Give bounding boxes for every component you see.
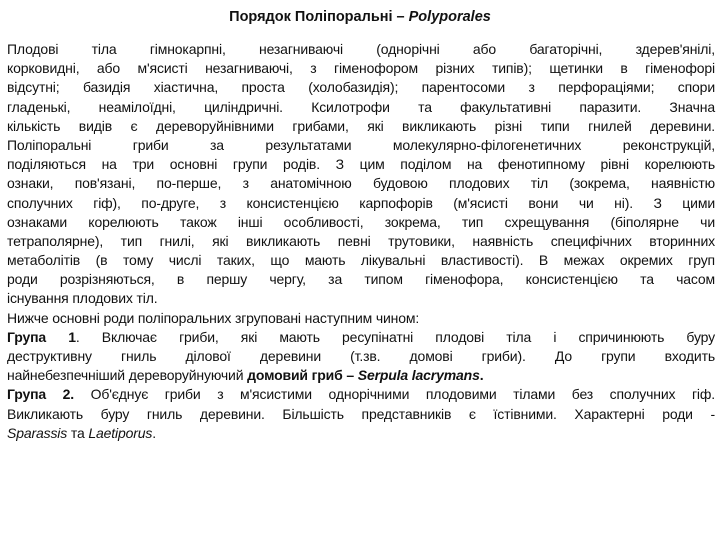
text-line: Плодові тіла гімнокарпні, незагниваючі (однорічні або багаторічні, здерев'янілі, [7,41,715,57]
group2-genus-sparassis: Sparassis [7,424,68,441]
group1-line: деструктивну гниль ділової деревини (т.зв. домові гриби). До групи входить [7,348,715,364]
body-text [7,40,715,443]
text-line: метаболітів (в тому числі таких, що мають лікувальні властивості). В межах окремих груп [7,252,715,269]
title-prefix: Порядок Поліпоральні – [229,9,409,25]
text-line: сполучних гіф), по-друге, з консистенцією карпофорів (м'ясисті вони чи ні). З цими [7,194,715,211]
text-line: роди розрізняються, в першу чергу, за типом гіменофора, консистенцією та часом [7,271,715,288]
text-line: відсутні; базидія хіастична, проста (холобазидія); парентосоми з перфораціями; спори [7,79,715,96]
group1-line [7,366,715,385]
text-line: ознаки, пов'язані, по-перше, з анатомічною будовою плодових тіл (зокрема, наявністю [7,175,715,192]
group2-line [7,424,715,443]
group1-text: . Включає гриби, які мають ресупінатні плодові тіла і спричинюють буру [75,328,715,345]
page-title [0,8,720,26]
title-latin-name: Polyporales [408,9,491,25]
group2-line: Викликають буру гниль деревини. Більшість представників є їстівними. Характерні роди - [7,405,715,422]
text-line: тетраполярне), тип гнилі, які викликають певні трутовики, наявність специфічних вторинних [7,232,715,249]
group1-highlight: домовий гриб – [247,367,358,384]
text-line: кількість видів є дереворуйнівними грибами, які викликають різні типи гнилей деревини. [7,117,715,134]
text-line: корковидні, або м'ясисті незагниваючі, з гіменофором різних типів); щетинки в гіменофорі [7,60,715,77]
group2-connector: та [67,424,89,441]
text-line: Нижче основні роди поліпоральних згруповані наступним чином: [7,309,420,326]
text-line: існування плодових тіл. [7,290,158,307]
group1-label: Група 1 [7,328,76,345]
group2-genus-laetiporus: Laetiporus [88,424,153,441]
group1-text: найнебезпечніший дереворуйнуючий [7,367,248,384]
group1-line [7,328,715,347]
group2-line [7,385,715,404]
text-line: Поліпоральні гриби за результатами молекулярно-філогенетичних реконструкцій, [7,136,715,153]
text-line: поділяються на три основні групи родів. З цим поділом на фенотипному рівні корелюють [7,156,715,173]
group2-label: Група 2. [7,386,75,403]
group2-period: . [152,424,156,441]
group1-species-name: Serpula lacrymans [357,367,480,384]
text-line: ознаками корелюють також інші особливості, зокрема, тип схрещування (біполярне чи [7,213,715,230]
text-line: гладенькі, неамілоїдні, циліндричні. Ксилотрофи та факультативні паразити. Значна [7,98,715,115]
group2-text: Об'єднує гриби з м'ясистими однорічними плодовими тілами без сполучних гіф. [74,386,716,403]
group1-period: . [479,367,484,384]
